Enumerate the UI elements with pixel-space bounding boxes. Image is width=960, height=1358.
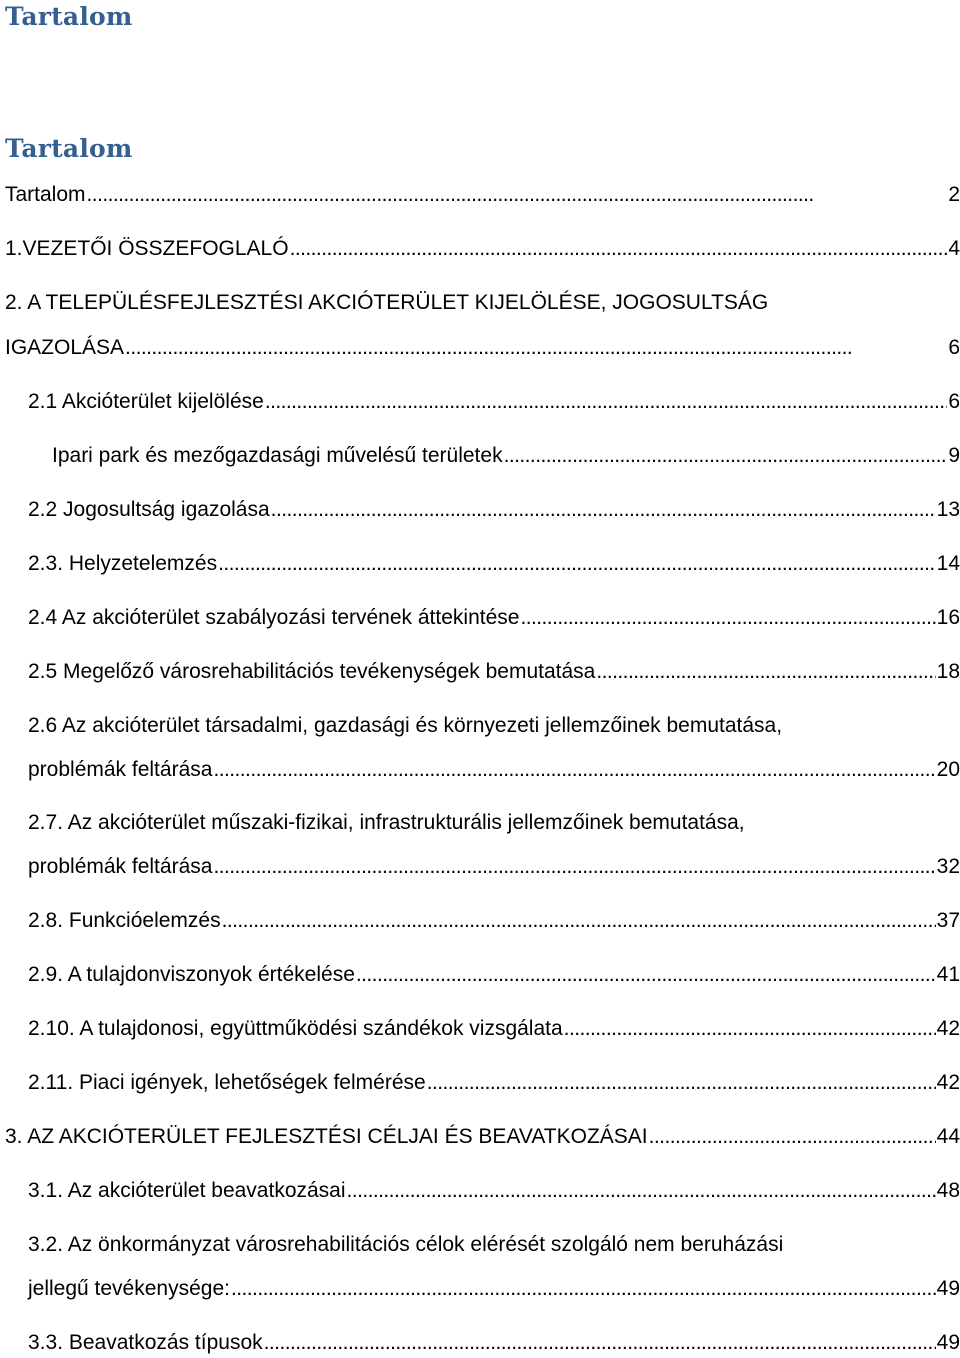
toc-entry[interactable]: [28, 603, 960, 633]
toc-page-number: 37: [936, 909, 960, 932]
toc-entry[interactable]: [28, 755, 960, 785]
toc-entry-title: 3.1. Az akcióterület beavatkozásai: [28, 1179, 346, 1202]
dot-leader: [218, 549, 936, 579]
toc-page-number: 9: [948, 444, 960, 467]
dot-leader: [264, 1328, 936, 1358]
toc-entry-title: 2.3. Helyzetelemzés: [28, 552, 218, 575]
toc-entry-title: 2.9. A tulajdonviszonyok értékelése: [28, 963, 355, 986]
toc-page-number: 42: [936, 1071, 960, 1094]
toc-page-number: 42: [936, 1017, 960, 1040]
toc-page-number: 44: [936, 1125, 960, 1148]
dot-leader: [213, 755, 935, 785]
toc-entry[interactable]: [5, 1122, 960, 1152]
toc-entry[interactable]: [28, 852, 960, 882]
toc-entry-title: 2.2 Jogosultság igazolása: [28, 498, 270, 521]
toc-entry-title: 1.VEZETŐI ÖSSZEFOGLALÓ: [5, 237, 289, 260]
toc-entry-title: 2.4 Az akcióterület szabályozási tervének áttekintése: [28, 606, 520, 629]
toc-entry-title: 2.11. Piaci igények, lehetőségek felmérése: [28, 1071, 426, 1094]
toc-page-number: 20: [936, 758, 960, 781]
toc-entry[interactable]: [28, 1176, 960, 1206]
dot-leader: [213, 852, 935, 882]
dot-leader: [265, 387, 948, 417]
toc-entry[interactable]: [5, 234, 960, 264]
toc-entry[interactable]: [5, 180, 960, 210]
dot-leader: [427, 1068, 936, 1098]
toc-entry[interactable]: [28, 1328, 960, 1358]
toc-entry-line1[interactable]: 2. A TELEPÜLÉSFEJLESZTÉSI AKCIÓTERÜLET KIJELÖLÉSE, JOGOSULTSÁG: [5, 291, 769, 314]
toc-page-number: 6: [948, 336, 960, 359]
toc-entry-title: problémák feltárása: [28, 758, 213, 781]
toc-entry-title: jellegű tevékenysége:: [28, 1277, 230, 1300]
toc-entry-title: Ipari park és mezőgazdasági művelésű területek: [52, 444, 503, 467]
toc-entry[interactable]: [28, 960, 960, 990]
toc-entry-line1[interactable]: 2.6 Az akcióterület társadalmi, gazdasági és környezeti jellemzőinek bemutatása,: [28, 714, 783, 737]
toc-entry-title: 3. AZ AKCIÓTERÜLET FEJLESZTÉSI CÉLJAI ÉS BEAVATKOZÁSAI: [5, 1125, 648, 1148]
toc-page-number: 18: [936, 660, 960, 683]
toc-entry-title: Tartalom: [5, 183, 86, 206]
dot-leader: [504, 441, 948, 471]
toc-page-number: 49: [936, 1331, 960, 1354]
toc-entry-title: 2.5 Megelőző városrehabilitációs tevékenységek bemutatása: [28, 660, 596, 683]
dot-leader: [87, 180, 948, 210]
toc-page-number: 4: [948, 237, 960, 260]
dot-leader: [290, 234, 948, 264]
toc-page-number: 41: [936, 963, 960, 986]
toc-entry[interactable]: [28, 387, 960, 417]
toc-heading: Tartalom: [5, 134, 133, 163]
toc-entry-title: IGAZOLÁSA: [5, 336, 125, 359]
toc-page-number: 16: [936, 606, 960, 629]
toc-entry[interactable]: [28, 1068, 960, 1098]
toc-page-number: 6: [948, 390, 960, 413]
page-title: Tartalom: [5, 2, 133, 31]
toc-page-number: 32: [936, 855, 960, 878]
toc-entry-title: 2.8. Funkcióelemzés: [28, 909, 221, 932]
toc-entry-title: problémák feltárása: [28, 855, 213, 878]
toc-entry[interactable]: [28, 657, 960, 687]
toc-page-number: 2: [948, 183, 960, 206]
toc-entry[interactable]: [28, 906, 960, 936]
dot-leader: [347, 1176, 936, 1206]
toc-entry[interactable]: [28, 1014, 960, 1044]
dot-leader: [520, 603, 935, 633]
toc-entry[interactable]: [52, 441, 960, 471]
toc-page-number: 13: [936, 498, 960, 521]
toc-page-number: 14: [936, 552, 960, 575]
toc-entry[interactable]: [28, 1274, 960, 1304]
toc-entry-title: 2.1 Akcióterület kijelölése: [28, 390, 264, 413]
toc-page-number: 49: [936, 1277, 960, 1300]
toc-entry[interactable]: [5, 333, 960, 363]
dot-leader: [125, 333, 947, 363]
toc-entry-line1[interactable]: 3.2. Az önkormányzat városrehabilitációs célok elérését szolgáló nem beruházási: [28, 1233, 784, 1256]
dot-leader: [271, 495, 936, 525]
toc-entry[interactable]: [28, 495, 960, 525]
dot-leader: [649, 1122, 936, 1152]
dot-leader: [222, 906, 936, 936]
toc-entry-title: 3.3. Beavatkozás típusok: [28, 1331, 263, 1354]
toc-page-number: 48: [936, 1179, 960, 1202]
dot-leader: [564, 1014, 936, 1044]
toc-entry[interactable]: [28, 549, 960, 579]
toc-entry-title: 2.10. A tulajdonosi, együttműködési szándékok vizsgálata: [28, 1017, 563, 1040]
toc-entry-line1[interactable]: 2.7. Az akcióterület műszaki-fizikai, infrastrukturális jellemzőinek bemutatása,: [28, 811, 745, 834]
dot-leader: [231, 1274, 936, 1304]
dot-leader: [356, 960, 936, 990]
dot-leader: [596, 657, 935, 687]
